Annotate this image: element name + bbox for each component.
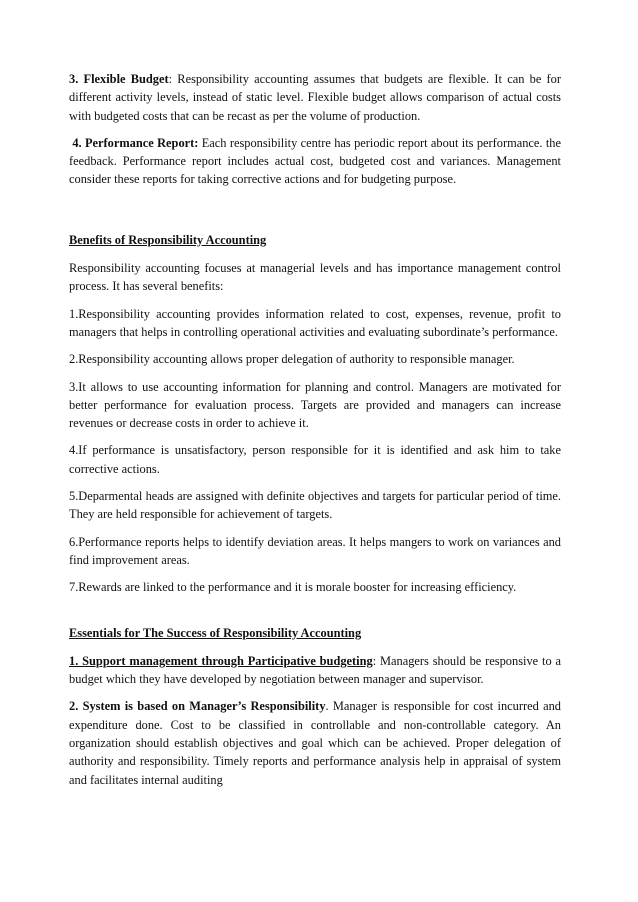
essential-item-1-text: : Managers should be responsive to a budget which they have developed by negotiation between manager and supervisor. xyxy=(69,653,561,687)
essential-item-1 xyxy=(69,652,561,689)
performance-report-paragraph xyxy=(69,134,561,189)
essential-item-2-text: . Manager is responsible for cost incurred and expenditure done. Cost to be classified in controllable and non-controllable category. An organization should establish objectives and goal which can be achieved. Proper delegation of authority and responsibility. Timely reports and performance analysis help in appraisal of system and facilitates internal auditing xyxy=(69,699,561,787)
benefit-item-7: 7.Rewards are linked to the performance and it is morale booster for increasing efficiency. xyxy=(69,580,517,595)
essentials-heading: Essentials for The Success of Responsibility Accounting xyxy=(69,625,362,640)
document-page xyxy=(69,70,561,798)
flexible-budget-title: 3. Flexible Budget xyxy=(69,72,169,86)
flexible-budget-paragraph xyxy=(69,70,561,125)
benefit-item-1: 1.Responsibility accounting provides information related to cost, expenses, revenue, profit to managers that helps in controlling operational activities and evaluating subordinate’s performance. xyxy=(69,306,561,339)
benefit-item-4: 4.If performance is unsatisfactory, person responsible for it is identified and ask him to take corrective actions. xyxy=(69,443,561,476)
essential-item-2 xyxy=(69,697,561,788)
benefits-heading: Benefits of Responsibility Accounting xyxy=(69,232,267,247)
flexible-budget-text: : Responsibility accounting assumes that budgets are flexible. It can be for different activity levels, instead of static level. Flexible budget allows comparison of actual costs with budgeted costs that can be recast as per the volume of production. xyxy=(69,72,562,123)
benefit-item-5: 5.Deparmental heads are assigned with definite objectives and targets for particular period of time. They are held responsible for achievement of targets. xyxy=(69,489,561,522)
performance-report-title: 4. Performance Report: xyxy=(72,135,199,150)
benefit-item-2: 2.Responsibility accounting allows proper delegation of authority to responsible manager. xyxy=(69,352,515,367)
benefit-item-3: 3.It allows to use accounting information for planning and control. Managers are motivated for better performance for evaluation process. Targets are provided and managers can increase revenues or decrease costs in order to achieve it. xyxy=(69,379,561,431)
essential-item-1-title: 1. Support management through Participative budgeting xyxy=(69,653,373,668)
performance-report-text: Each responsibility centre has periodic report about its performance. the feedback. Performance report includes actual cost, budgeted cost and variances. Management consider these reports for taking corrective actions and for budgeting purpose. xyxy=(69,135,561,187)
essential-item-2-title: 2. System is based on Manager’s Responsibility xyxy=(69,699,326,714)
benefit-item-6: 6.Performance reports helps to identify deviation areas. It helps mangers to work on variances and find improvement areas. xyxy=(69,534,561,567)
benefits-intro: Responsibility accounting focuses at managerial levels and has importance management control process. It has several benefits: xyxy=(69,261,561,294)
